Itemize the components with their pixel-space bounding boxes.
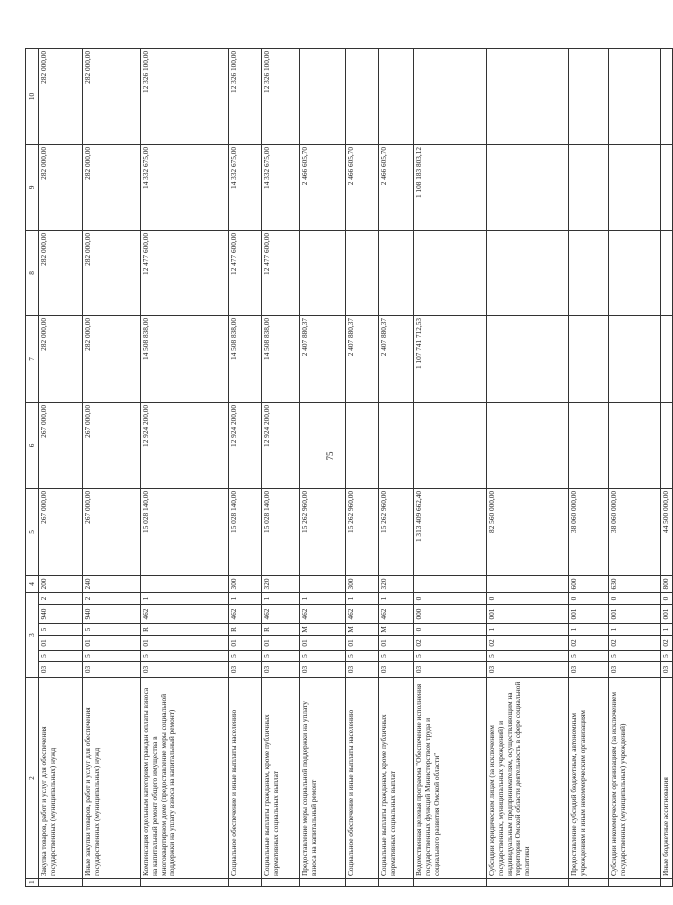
row-number-cell (83, 879, 141, 887)
amount-cell-c5: 1 313 409 662,40 (414, 488, 487, 575)
amount-cell-c6: 12 924 200,00 (262, 402, 300, 488)
amount-cell-c6 (609, 402, 661, 488)
expense-type-cell (300, 575, 346, 592)
amount-cell-c5: 15 028 140,00 (141, 488, 229, 575)
expense-type-cell (141, 575, 229, 592)
row-name-cell: Субсидии юридическим лицам (за исключением государственных, муниципальных учреждений) и индивидуальным предпринимателям, осуществляющим на территории Омской области деятельность в сфере социальной политики (487, 678, 569, 879)
code-part-cell: 462 (229, 605, 262, 624)
code-part-cell: 5 (661, 651, 673, 662)
code-part-cell: 2 (39, 592, 83, 604)
amount-cell-c9: 282 000,00 (39, 144, 83, 230)
page-number: 75 (325, 451, 335, 461)
amount-cell-c7: 14 508 838,00 (229, 315, 262, 402)
code-part-cell: 1 (609, 624, 661, 636)
amount-cell-c10: 282 000,00 (39, 48, 83, 144)
code-part-cell: 03 (141, 662, 229, 678)
row-name-cell: Социальные выплаты гражданам, кроме публичных нормативных социальных выплат (379, 678, 414, 879)
amount-cell-c10: 12 326 100,00 (229, 48, 262, 144)
amount-cell-c8 (487, 230, 569, 315)
table-row (414, 48, 487, 886)
amount-cell-c6: 267 000,00 (39, 402, 83, 488)
amount-cell-c10 (487, 48, 569, 144)
amount-cell-c9 (661, 144, 673, 230)
amount-cell-c9: 2 466 605,70 (300, 144, 346, 230)
code-part-cell: 000 (414, 605, 487, 624)
code-part-cell: 01 (83, 636, 141, 651)
row-number-cell (661, 879, 673, 887)
amount-cell-c9: 282 000,00 (83, 144, 141, 230)
amount-cell-c9: 14 332 675,00 (141, 144, 229, 230)
header-col-6: 6 (26, 402, 39, 488)
code-part-cell: 01 (262, 636, 300, 651)
code-part-cell: 5 (569, 651, 609, 662)
amount-cell-c7 (609, 315, 661, 402)
table-row (487, 48, 569, 886)
amount-cell-c5: 38 060 000,00 (609, 488, 661, 575)
amount-cell-c7: 282 000,00 (39, 315, 83, 402)
row-number-cell (569, 879, 609, 887)
amount-cell-c5: 82 560 000,00 (487, 488, 569, 575)
amount-cell-c10 (379, 48, 414, 144)
amount-cell-c9: 14 332 675,00 (229, 144, 262, 230)
amount-cell-c5: 15 262 960,00 (379, 488, 414, 575)
amount-cell-c7: 2 407 880,37 (379, 315, 414, 402)
row-name-cell: Иные бюджетные ассигнования (661, 678, 673, 879)
row-number-cell (39, 879, 83, 887)
code-part-cell: 03 (569, 662, 609, 678)
code-part-cell: 5 (487, 651, 569, 662)
code-part-cell: 1 (487, 624, 569, 636)
code-part-cell: 03 (262, 662, 300, 678)
header-col-3: 3 (26, 592, 39, 677)
header-col-10: 10 (26, 48, 39, 144)
amount-cell-c7: 282 000,00 (83, 315, 141, 402)
amount-cell-c5: 15 028 140,00 (262, 488, 300, 575)
table-row (379, 48, 414, 886)
table-row (569, 48, 609, 886)
row-name-cell: Субсидии некоммерческим организациям (за исключением государственных (муниципальных) учреждений) (609, 678, 661, 879)
code-part-cell: 940 (39, 605, 83, 624)
code-part-cell: 03 (379, 662, 414, 678)
amount-cell-c7: 2 407 880,37 (346, 315, 379, 402)
code-part-cell: 01 (379, 636, 414, 651)
code-part-cell: 5 (39, 651, 83, 662)
table-row (229, 48, 262, 886)
amount-cell-c10 (414, 48, 487, 144)
amount-cell-c9: 14 332 675,00 (262, 144, 300, 230)
amount-cell-c6 (346, 402, 379, 488)
expense-type-cell (487, 575, 569, 592)
amount-cell-c6 (414, 402, 487, 488)
table-row (300, 48, 346, 886)
code-part-cell: 001 (569, 605, 609, 624)
code-part-cell: 01 (141, 636, 229, 651)
code-part-cell: 1 (229, 592, 262, 604)
expense-type-cell: 320 (379, 575, 414, 592)
amount-cell-c7 (661, 315, 673, 402)
code-part-cell: 0 (414, 624, 487, 636)
table-row (83, 48, 141, 886)
budget-table-rotated (25, 49, 670, 887)
row-number-cell (346, 879, 379, 887)
code-part-cell: 03 (414, 662, 487, 678)
amount-cell-c7: 1 107 741 712,53 (414, 315, 487, 402)
code-part-cell: 462 (141, 605, 229, 624)
code-part-cell: 462 (300, 605, 346, 624)
amount-cell-c10: 12 326 100,00 (262, 48, 300, 144)
expense-type-cell: 300 (229, 575, 262, 592)
row-number-cell (414, 879, 487, 887)
code-part-cell: M (346, 624, 379, 636)
amount-cell-c7 (487, 315, 569, 402)
code-part-cell: 03 (39, 662, 83, 678)
code-part-cell: 5 (83, 651, 141, 662)
amount-cell-c8 (300, 230, 346, 315)
amount-cell-c5: 15 262 960,00 (346, 488, 379, 575)
code-part-cell: R (229, 624, 262, 636)
amount-cell-c10 (661, 48, 673, 144)
amount-cell-c6: 12 924 200,00 (229, 402, 262, 488)
expense-type-cell: 600 (569, 575, 609, 592)
amount-cell-c5: 15 028 140,00 (229, 488, 262, 575)
code-part-cell: 0 (487, 592, 569, 604)
code-part-cell: 03 (609, 662, 661, 678)
code-part-cell: 1 (569, 624, 609, 636)
code-part-cell: 01 (39, 636, 83, 651)
row-number-cell (229, 879, 262, 887)
amount-cell-c8 (379, 230, 414, 315)
code-part-cell: 1 (300, 592, 346, 604)
table-row (661, 48, 673, 886)
code-part-cell: 5 (300, 651, 346, 662)
code-part-cell: 1 (346, 592, 379, 604)
code-part-cell: 03 (346, 662, 379, 678)
amount-cell-c8 (414, 230, 487, 315)
amount-cell-c7 (569, 315, 609, 402)
code-part-cell: R (262, 624, 300, 636)
code-part-cell: R (141, 624, 229, 636)
code-part-cell: 462 (346, 605, 379, 624)
table-body (26, 48, 673, 886)
amount-cell-c6 (661, 402, 673, 488)
row-name-cell: Закупка товаров, работ и услуг для обеспечения государственных (муниципальных) нужд (39, 678, 83, 879)
code-part-cell: 02 (609, 636, 661, 651)
header-col-4: 4 (26, 575, 39, 592)
row-number-cell (300, 879, 346, 887)
row-name-cell: Предоставление меры социальной поддержки на уплату взноса на капитальный ремонт (300, 678, 346, 879)
code-part-cell: 1 (262, 592, 300, 604)
amount-cell-c9: 2 466 605,70 (379, 144, 414, 230)
amount-cell-c7: 2 407 880,37 (300, 315, 346, 402)
expense-type-cell: 630 (609, 575, 661, 592)
amount-cell-c8: 282 000,00 (39, 230, 83, 315)
amount-cell-c7: 14 508 838,00 (262, 315, 300, 402)
code-part-cell: 03 (229, 662, 262, 678)
code-part-cell: 5 (141, 651, 229, 662)
table-row (346, 48, 379, 886)
amount-cell-c10 (346, 48, 379, 144)
row-name-cell: Компенсация отдельным категориям граждан оплаты взноса на капитальный ремонт общего имущества в многоквартирном доме (предоставление меры социальной поддержки на уплату взноса на капитальный ремонт) (141, 678, 229, 879)
amount-cell-c8 (346, 230, 379, 315)
header-col-9: 9 (26, 144, 39, 230)
expense-type-cell: 800 (661, 575, 673, 592)
code-part-cell: 5 (414, 651, 487, 662)
code-part-cell: 01 (229, 636, 262, 651)
code-part-cell: 2 (83, 592, 141, 604)
code-part-cell: 001 (487, 605, 569, 624)
code-part-cell: 02 (569, 636, 609, 651)
row-number-cell (379, 879, 414, 887)
code-part-cell: 5 (83, 624, 141, 636)
table-row (609, 48, 661, 886)
row-number-cell (262, 879, 300, 887)
code-part-cell: M (379, 624, 414, 636)
expense-type-cell: 320 (262, 575, 300, 592)
code-part-cell: 0 (569, 592, 609, 604)
amount-cell-c8: 12 477 600,00 (229, 230, 262, 315)
row-number-cell (609, 879, 661, 887)
table-row (262, 48, 300, 886)
code-part-cell: M (300, 624, 346, 636)
code-part-cell: 5 (346, 651, 379, 662)
code-part-cell: 0 (414, 592, 487, 604)
expense-type-cell: 240 (83, 575, 141, 592)
budget-table (25, 48, 673, 887)
amount-cell-c9 (487, 144, 569, 230)
code-part-cell: 001 (661, 605, 673, 624)
amount-cell-c6: 267 000,00 (83, 402, 141, 488)
code-part-cell: 5 (379, 651, 414, 662)
amount-cell-c6 (569, 402, 609, 488)
amount-cell-c5: 267 000,00 (39, 488, 83, 575)
amount-cell-c8: 12 477 600,00 (262, 230, 300, 315)
code-part-cell: 02 (661, 636, 673, 651)
amount-cell-c10: 282 000,00 (83, 48, 141, 144)
code-part-cell: 5 (262, 651, 300, 662)
header-col-2: 2 (26, 678, 39, 879)
row-name-cell: Социальные выплаты гражданам, кроме публичных нормативных социальных выплат (262, 678, 300, 879)
code-part-cell: 940 (83, 605, 141, 624)
code-part-cell: 03 (661, 662, 673, 678)
code-part-cell: 02 (414, 636, 487, 651)
row-name-cell: Иные закупки товаров, работ и услуг для обеспечения государственных (муниципальных) нужд (83, 678, 141, 879)
header-col-7: 7 (26, 315, 39, 402)
amount-cell-c5: 38 060 000,00 (569, 488, 609, 575)
table-row (141, 48, 229, 886)
expense-type-cell: 300 (346, 575, 379, 592)
code-part-cell: 02 (487, 636, 569, 651)
code-part-cell: 03 (487, 662, 569, 678)
code-part-cell: 001 (609, 605, 661, 624)
amount-cell-c8 (609, 230, 661, 315)
amount-cell-c9: 2 466 605,70 (346, 144, 379, 230)
row-name-cell: Социальное обеспечение и иные выплаты населению (229, 678, 262, 879)
code-part-cell: 01 (346, 636, 379, 651)
header-col-8: 8 (26, 230, 39, 315)
code-part-cell: 462 (262, 605, 300, 624)
amount-cell-c8: 12 477 600,00 (141, 230, 229, 315)
amount-cell-c9: 1 108 183 803,12 (414, 144, 487, 230)
row-number-cell (487, 879, 569, 887)
row-name-cell: Ведомственная целевая программа "Обеспечение исполнения государственных функций Министерством труда и социального развития Омской области" (414, 678, 487, 879)
code-part-cell: 1 (141, 592, 229, 604)
code-part-cell: 1 (661, 624, 673, 636)
amount-cell-c9 (569, 144, 609, 230)
code-part-cell: 0 (661, 592, 673, 604)
amount-cell-c7: 14 508 838,00 (141, 315, 229, 402)
table-row (39, 48, 83, 886)
code-part-cell: 5 (609, 651, 661, 662)
row-name-cell: Социальное обеспечение и иные выплаты населению (346, 678, 379, 879)
amount-cell-c10 (569, 48, 609, 144)
amount-cell-c10 (609, 48, 661, 144)
code-part-cell: 03 (300, 662, 346, 678)
code-part-cell: 0 (609, 592, 661, 604)
code-part-cell: 5 (39, 624, 83, 636)
amount-cell-c6: 12 924 200,00 (141, 402, 229, 488)
amount-cell-c9 (609, 144, 661, 230)
header-row (26, 48, 39, 886)
amount-cell-c10 (300, 48, 346, 144)
expense-type-cell: 200 (39, 575, 83, 592)
code-part-cell: 462 (379, 605, 414, 624)
amount-cell-c5: 267 000,00 (83, 488, 141, 575)
amount-cell-c5: 44 500 000,00 (661, 488, 673, 575)
row-number-cell (141, 879, 229, 887)
amount-cell-c10: 12 326 100,00 (141, 48, 229, 144)
amount-cell-c8: 282 000,00 (83, 230, 141, 315)
amount-cell-c8 (569, 230, 609, 315)
code-part-cell: 03 (83, 662, 141, 678)
amount-cell-c6 (487, 402, 569, 488)
amount-cell-c6 (379, 402, 414, 488)
amount-cell-c5: 15 262 960,00 (300, 488, 346, 575)
expense-type-cell (414, 575, 487, 592)
header-col-5: 5 (26, 488, 39, 575)
amount-cell-c6 (300, 402, 346, 488)
header-col-1: 1 (26, 879, 39, 887)
row-name-cell: Предоставление субсидий бюджетным, автономным учреждениям и иным некоммерческим организациям (569, 678, 609, 879)
code-part-cell: 1 (379, 592, 414, 604)
code-part-cell: 01 (300, 636, 346, 651)
amount-cell-c8 (661, 230, 673, 315)
code-part-cell: 5 (229, 651, 262, 662)
